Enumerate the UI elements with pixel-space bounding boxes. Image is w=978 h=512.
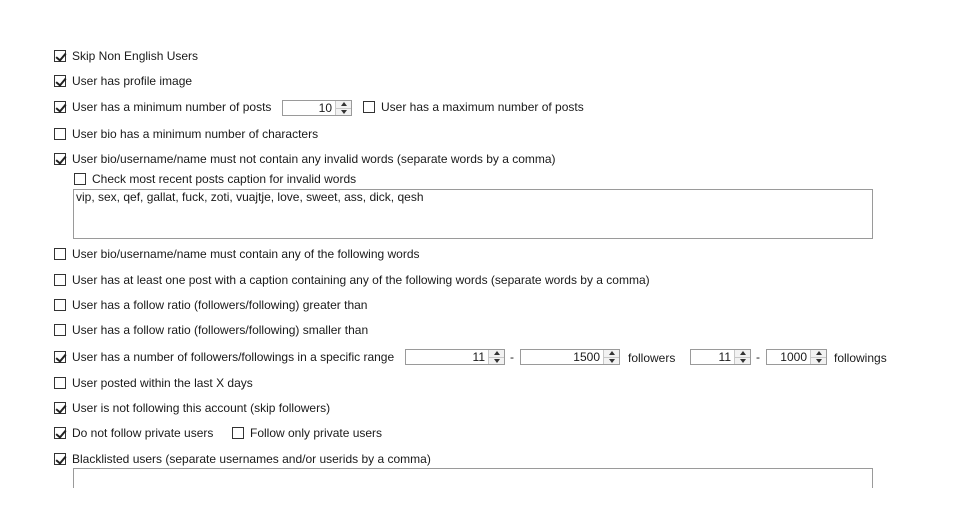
skip-non-english-row[interactable] — [54, 48, 198, 64]
followers-max-value[interactable]: 1500 — [573, 350, 600, 364]
ratio-greater-row[interactable] — [54, 297, 367, 313]
followers-range-row[interactable] — [54, 349, 394, 365]
min-posts-row[interactable] — [54, 99, 271, 115]
bio-min-chars-row[interactable] — [54, 126, 318, 142]
max-posts-checkbox[interactable] — [363, 101, 375, 113]
stepper-arrows[interactable] — [488, 350, 504, 364]
invalid-words-row[interactable] — [54, 151, 556, 167]
ratio-smaller-row[interactable] — [54, 322, 368, 338]
min-posts-stepper[interactable] — [282, 100, 352, 116]
profile-image-checkbox[interactable] — [54, 75, 66, 87]
posted-within-label: User posted within the last X days — [72, 376, 253, 390]
min-posts-checkbox[interactable] — [54, 101, 66, 113]
ratio-greater-checkbox[interactable] — [54, 299, 66, 311]
invalid-words-textarea[interactable]: vip, sex, qef, gallat, fuck, zoti, vuajtje, love, sweet, ass, dick, qesh — [73, 189, 873, 239]
check-captions-row[interactable] — [74, 171, 356, 187]
no-private-checkbox[interactable] — [54, 427, 66, 439]
decrement-icon[interactable] — [811, 358, 826, 365]
profile-image-label: User has profile image — [72, 74, 193, 88]
posted-within-row[interactable] — [54, 375, 253, 391]
skip-non-english-label: Skip Non English Users — [72, 49, 199, 63]
invalid-words-checkbox[interactable] — [54, 153, 66, 165]
followers-range-checkbox[interactable] — [54, 351, 66, 363]
skip-non-english-checkbox[interactable] — [54, 50, 66, 62]
caption-contains-row[interactable] — [54, 272, 650, 288]
check-captions-checkbox[interactable] — [74, 173, 86, 185]
not-following-label: User is not following this account (skip followers) — [72, 401, 331, 415]
increment-icon[interactable] — [489, 350, 504, 358]
max-posts-row[interactable] — [363, 99, 584, 115]
decrement-icon[interactable] — [336, 109, 351, 116]
no-private-row[interactable] — [54, 425, 213, 441]
stepper-arrows[interactable] — [603, 350, 619, 364]
bio-min-chars-checkbox[interactable] — [54, 128, 66, 140]
caption-contains-checkbox[interactable] — [54, 274, 66, 286]
increment-icon[interactable] — [604, 350, 619, 358]
check-captions-label: Check most recent posts caption for invalid words — [92, 172, 357, 186]
only-private-row[interactable] — [232, 425, 382, 441]
followers-label: followers — [628, 351, 676, 365]
must-contain-checkbox[interactable] — [54, 248, 66, 260]
only-private-label: Follow only private users — [250, 426, 383, 440]
stepper-arrows[interactable] — [335, 101, 351, 115]
profile-image-row[interactable] — [54, 73, 192, 89]
decrement-icon[interactable] — [604, 358, 619, 365]
stepper-arrows[interactable] — [734, 350, 750, 364]
only-private-checkbox[interactable] — [232, 427, 244, 439]
blacklisted-label: Blacklisted users (separate usernames and/or userids by a comma) — [72, 452, 431, 466]
increment-icon[interactable] — [735, 350, 750, 358]
min-posts-value[interactable]: 10 — [318, 101, 332, 115]
increment-icon[interactable] — [811, 350, 826, 358]
blacklisted-row[interactable] — [54, 451, 431, 467]
no-private-label: Do not follow private users — [72, 426, 214, 440]
bio-min-chars-label: User bio has a minimum number of characters — [72, 127, 319, 141]
followers-min-value[interactable]: 11 — [472, 350, 485, 364]
increment-icon[interactable] — [336, 101, 351, 109]
ratio-smaller-checkbox[interactable] — [54, 324, 66, 336]
followings-label: followings — [834, 351, 887, 365]
max-posts-label: User has a maximum number of posts — [381, 100, 584, 114]
decrement-icon[interactable] — [489, 358, 504, 365]
must-contain-row[interactable] — [54, 246, 420, 262]
caption-contains-label: User has at least one post with a caption containing any of the following words (separate words by a comma) — [72, 273, 650, 287]
followings-max-stepper[interactable] — [766, 349, 827, 365]
range-dash: - — [756, 350, 760, 364]
blacklist-textarea[interactable] — [73, 468, 873, 488]
min-posts-label: User has a minimum number of posts — [72, 100, 272, 114]
followers-range-label: User has a number of followers/followings in a specific range — [72, 350, 395, 364]
decrement-icon[interactable] — [735, 358, 750, 365]
ratio-smaller-label: User has a follow ratio (followers/following) smaller than — [72, 323, 369, 337]
not-following-row[interactable] — [54, 400, 330, 416]
followers-max-stepper[interactable] — [520, 349, 620, 365]
followings-min-stepper[interactable] — [690, 349, 751, 365]
posted-within-checkbox[interactable] — [54, 377, 66, 389]
followings-min-value[interactable]: 11 — [718, 350, 731, 364]
followers-min-stepper[interactable] — [405, 349, 505, 365]
not-following-checkbox[interactable] — [54, 402, 66, 414]
must-contain-label: User bio/username/name must contain any of the following words — [72, 247, 420, 261]
stepper-arrows[interactable] — [810, 350, 826, 364]
followings-max-value[interactable]: 1000 — [780, 350, 807, 364]
ratio-greater-label: User has a follow ratio (followers/following) greater than — [72, 298, 368, 312]
range-dash: - — [510, 350, 514, 364]
invalid-words-label: User bio/username/name must not contain any invalid words (separate words by a comma) — [72, 152, 556, 166]
blacklisted-checkbox[interactable] — [54, 453, 66, 465]
